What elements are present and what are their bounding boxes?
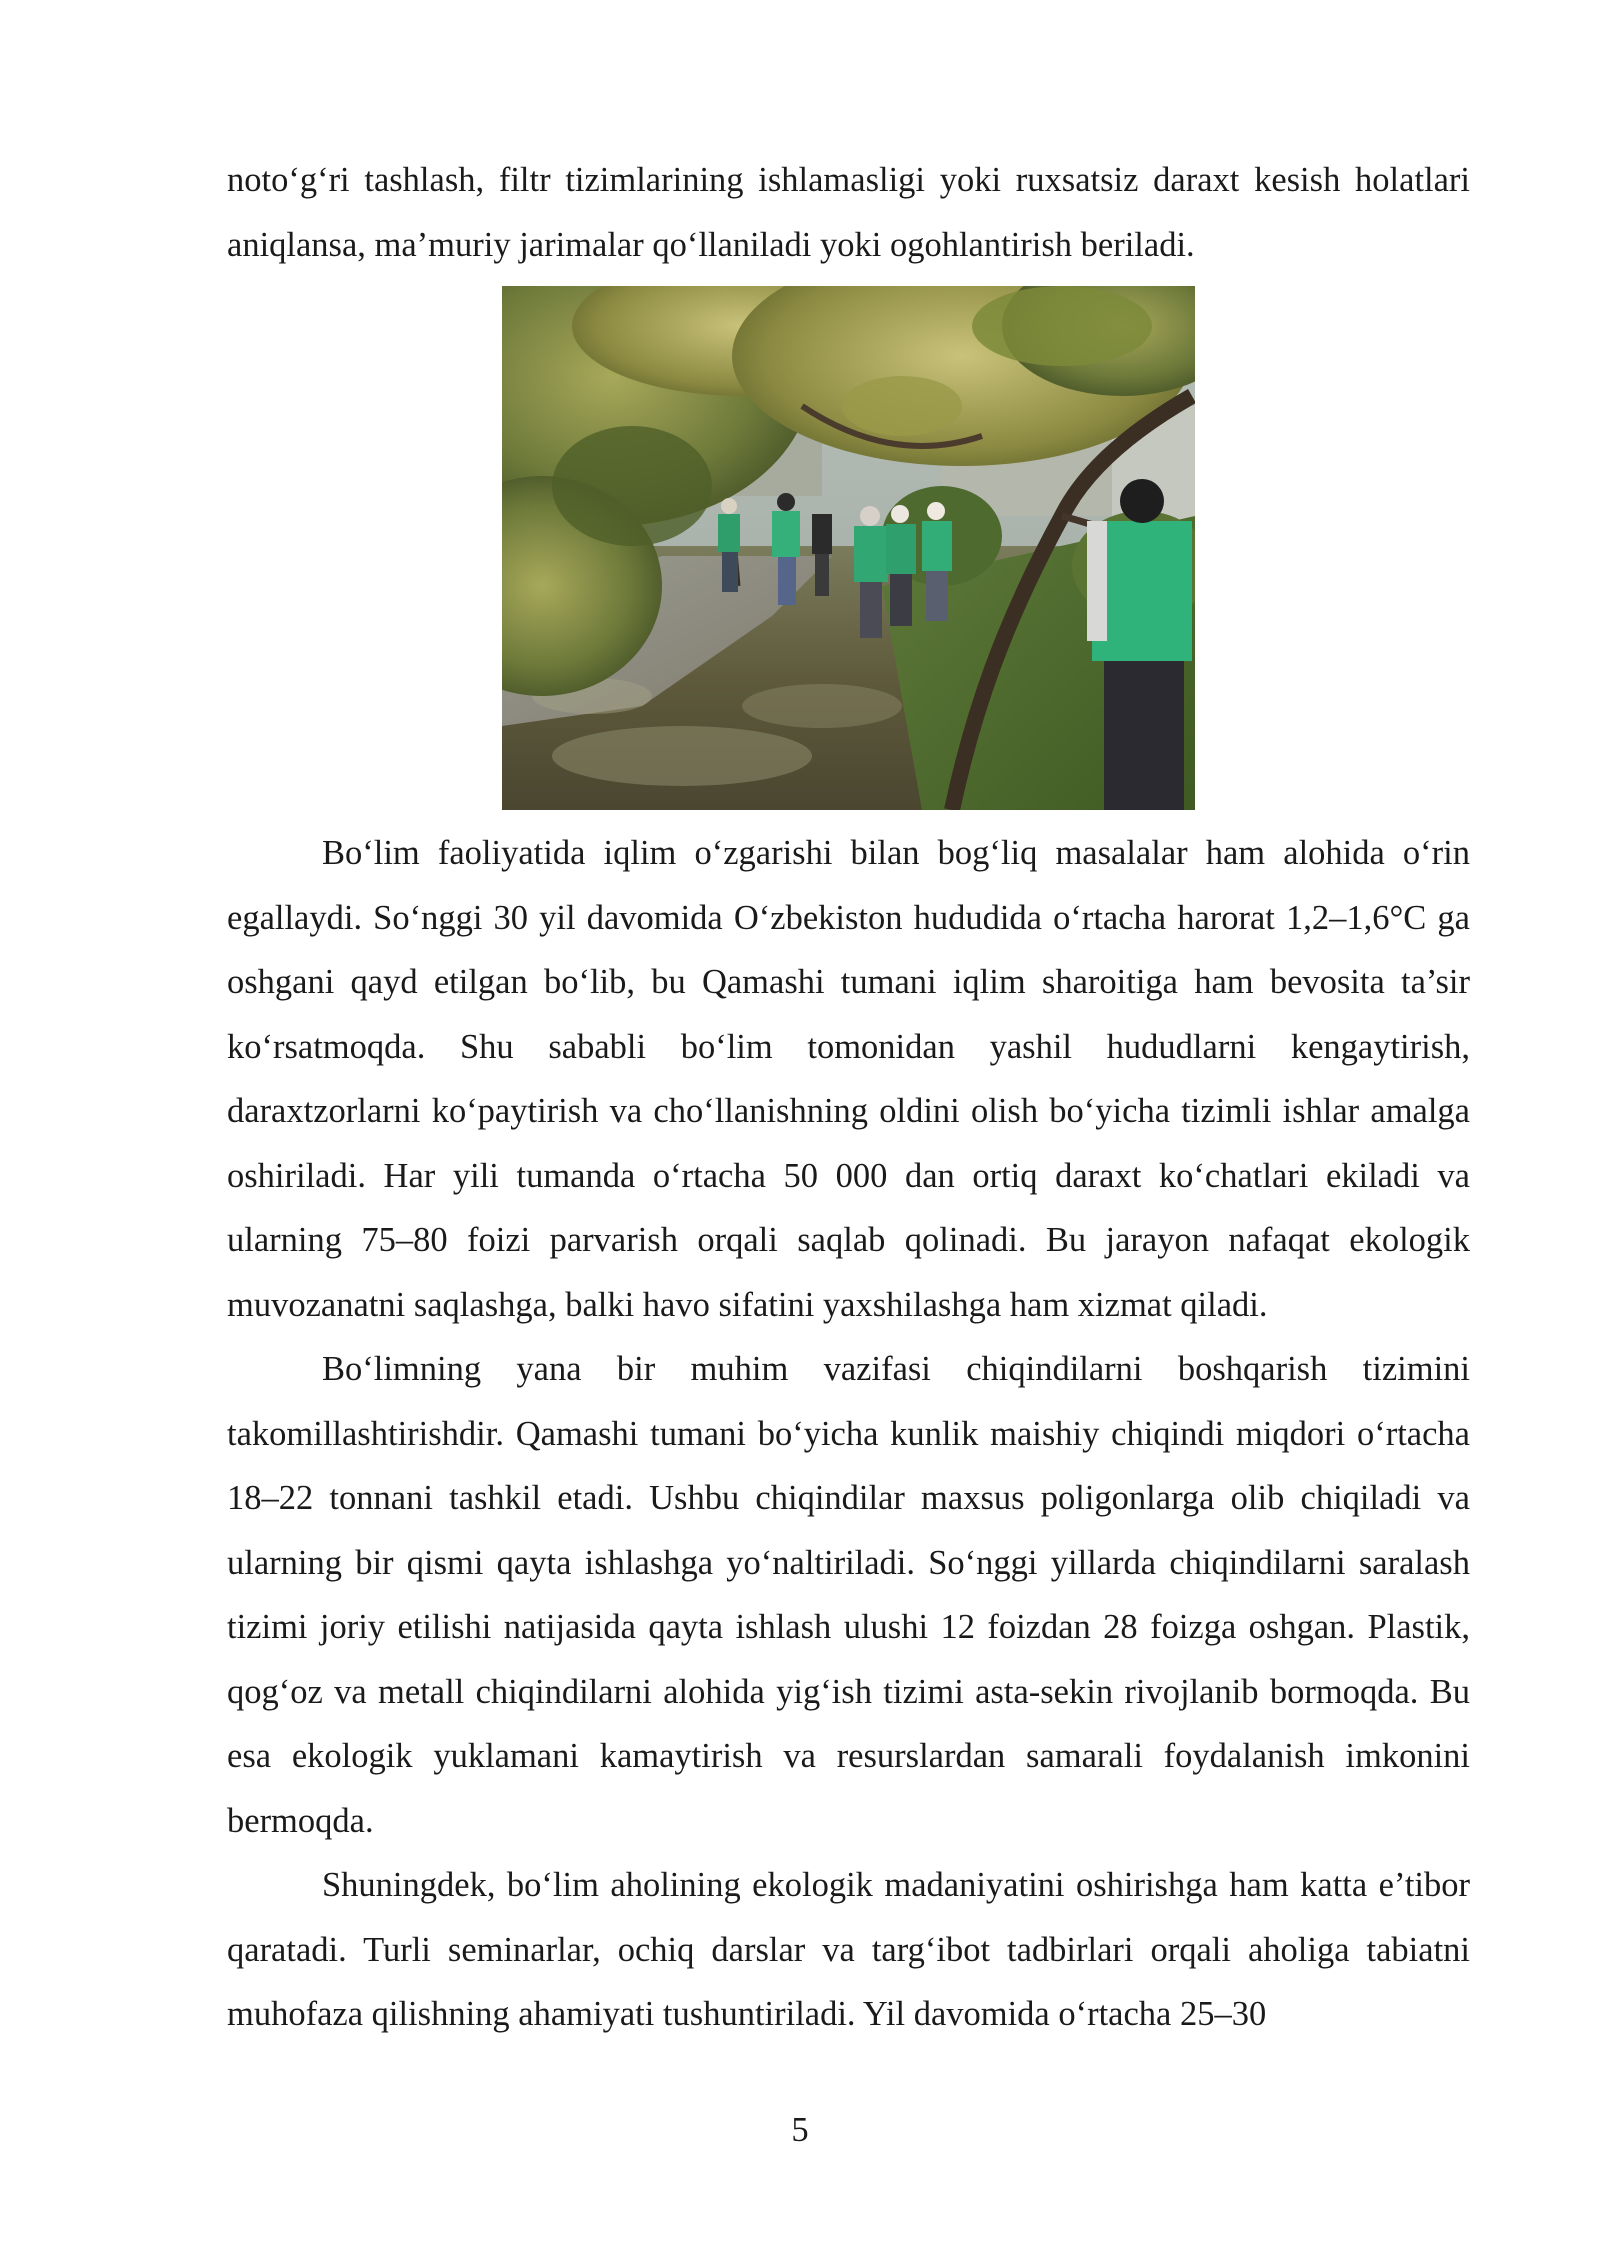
paragraph-continuation: noto‘g‘ri tashlash, filtr tizimlarining ishlamasligi yoki ruxsatsiz daraxt kesish holatlari aniqlansa, ma’muriy jarimalar qo‘llaniladi yoki ogohlantirish beriladi. xyxy=(227,161,1470,264)
page-number: 5 xyxy=(791,2111,809,2149)
photo-container xyxy=(227,286,1470,810)
paragraph-climate: Bo‘lim faoliyatida iqlim o‘zgarishi bilan bog‘liq masalalar ham alohida o‘rin egallaydi. So‘nggi 30 yil davomida O‘zbekiston hududida o‘rtacha harorat 1,2–1,6°C ga oshgani qayd etilgan bo‘lib, bu Qamashi tumani iqlim sharoitiga ham bevosita ta’sir ko‘rsatmoqda. Shu sababli bo‘lim tomonidan yashil hududlarni kengaytirish, daraxtzorlarni ko‘paytirish va cho‘llanishning oldini olish bo‘yicha tizimli ishlar amalga oshiriladi. Har yili tumanda o‘rtacha 50 000 dan ortiq daraxt ko‘chatlari ekiladi va ularning 75–80 foizi parvarish orqali saqlab qolinadi. Bu jarayon nafaqat ekologik muvozanatni saqlashga, balki havo sifatini yaxshilashga ham xizmat qiladi. xyxy=(227,834,1470,1324)
volunteers-tree-planting-photo xyxy=(502,286,1195,810)
paragraph-culture: Shuningdek, bo‘lim aholining ekologik madaniyatini oshirishga ham katta e’tibor qaratadi. Turli seminarlar, ochiq darslar va targ‘ibot tadbirlari orqali aholiga tabiatni muhofaza qilishning ahamiyati tushuntiriladi. Yil davomida o‘rtacha 25–30 xyxy=(227,1866,1470,2033)
document-body xyxy=(227,148,1470,2047)
paragraph-waste: Bo‘limning yana bir muhim vazifasi chiqindilarni boshqarish tizimini takomillashtirishdir. Qamashi tumani bo‘yicha kunlik maishiy chiqindi miqdori o‘rtacha 18–22 tonnani tashkil etadi. Ushbu chiqindilar maxsus poligonlarga olib chiqiladi va ularning bir qismi qayta ishlashga yo‘naltiriladi. So‘nggi yillarda chiqindilarni saralash tizimi joriy etilishi natijasida qayta ishlash ulushi 12 foizdan 28 foizga oshgan. Plastik, qog‘oz va metall chiqindilarni alohida yig‘ish tizimi asta-sekin rivojlanib bormoqda. Bu esa ekologik yuklamani kamaytirish va resurslardan samarali foydalanish imkonini bermoqda. xyxy=(227,1350,1470,1840)
